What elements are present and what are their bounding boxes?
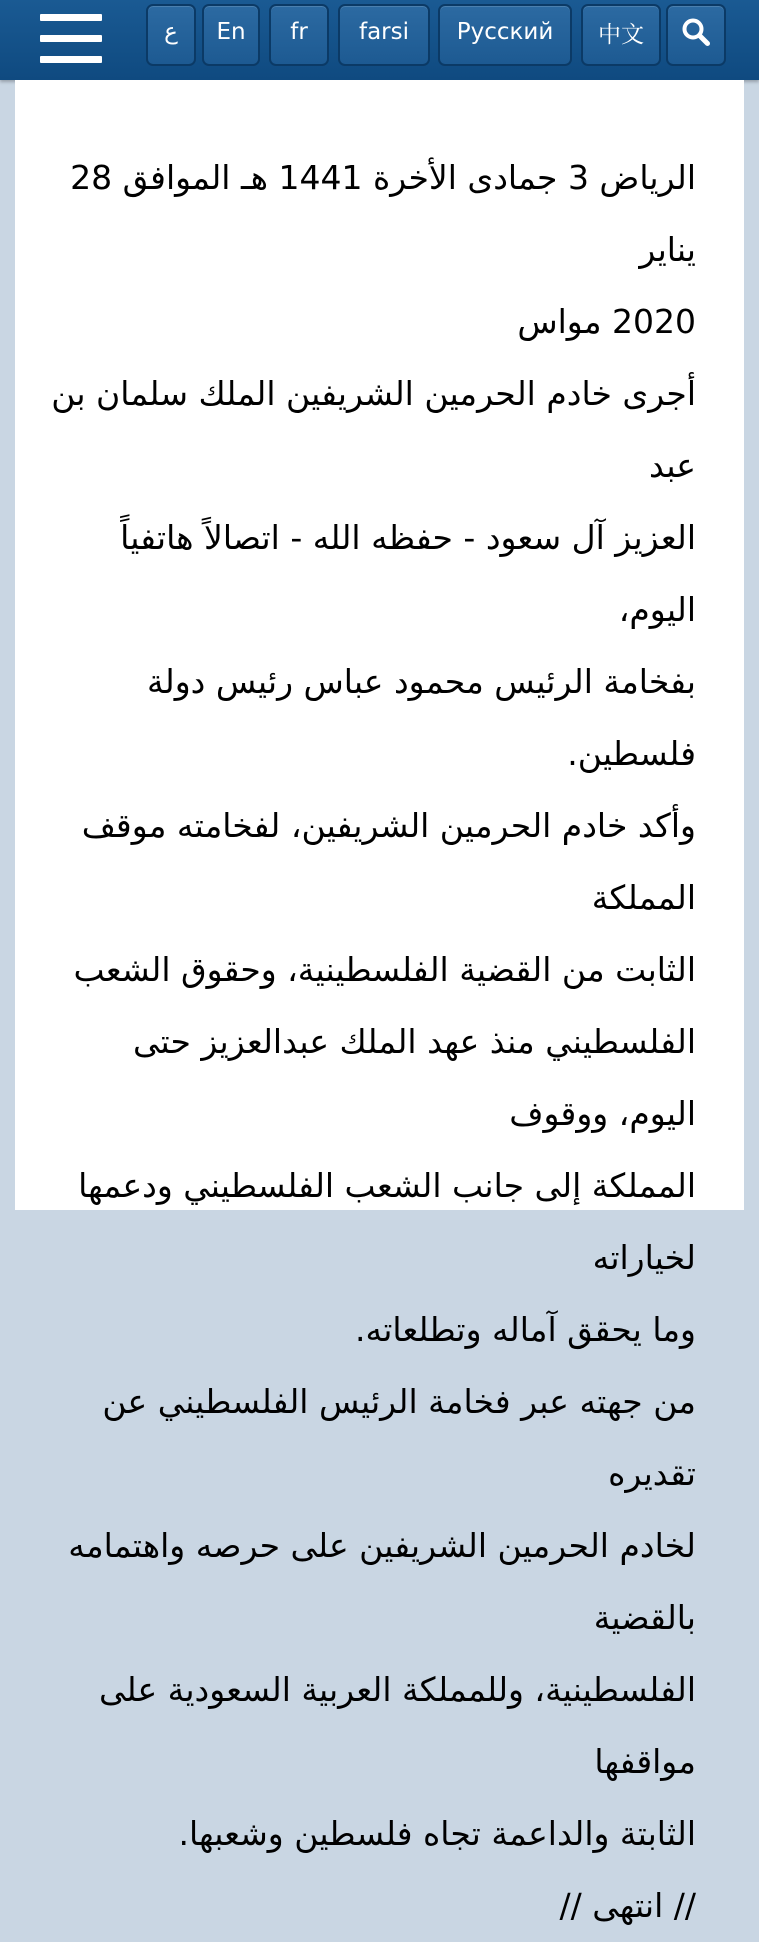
language-button-russian[interactable]: Русский (438, 4, 572, 66)
hamburger-menu-icon[interactable] (40, 14, 102, 64)
menu-line (40, 56, 102, 63)
language-button-english[interactable]: En (202, 4, 260, 66)
article-dateline: الرياض 3 جمادى الأخرة 1441 هـ الموافق 28 يناير 2020 مواس (70, 158, 696, 341)
article-paragraph-2: وأكد خادم الحرمين الشريفين، لفخامته موقف المملكة الثابت من القضية الفلسطينية، وحقوق الشعب الفلسطيني منذ عهد الملك عبدالعزيز حتى اليوم، ووقوف المملكة إلى جانب الشعب الفلسطيني ودعمها لخياراته وما يحقق آماله وتطلعاته. (73, 806, 696, 1349)
language-button-arabic[interactable]: ع (146, 4, 196, 66)
menu-line (40, 35, 102, 42)
article-paragraph-3: من جهته عبر فخامة الرئيس الفلسطيني عن تقديره لخادم الحرمين الشريفين على حرصه واهتمامه بالقضية الفلسطينية، وللمملكة العربية السعودية على مواقفها الثابتة والداعمة تجاه فلسطين وشعبها. (68, 1382, 696, 1853)
language-button-chinese[interactable]: 中文 (581, 4, 661, 66)
menu-line (40, 14, 102, 21)
top-navigation-bar (0, 0, 759, 80)
article-paragraph-1: أجرى خادم الحرمين الشريفين الملك سلمان بن عبد العزيز آل سعود - حفظه الله - اتصالاً هاتفياً اليوم، بفخامة الرئيس محمود عباس رئيس دولة فلسطين. (51, 374, 696, 773)
magnifier-glyph (681, 17, 711, 47)
article-body (15, 80, 744, 1925)
search-icon[interactable] (666, 4, 726, 66)
language-button-french[interactable]: fr (269, 4, 329, 66)
article-end-marker: // انتهى // (559, 1886, 696, 1925)
language-button-farsi[interactable]: farsi (338, 4, 430, 66)
